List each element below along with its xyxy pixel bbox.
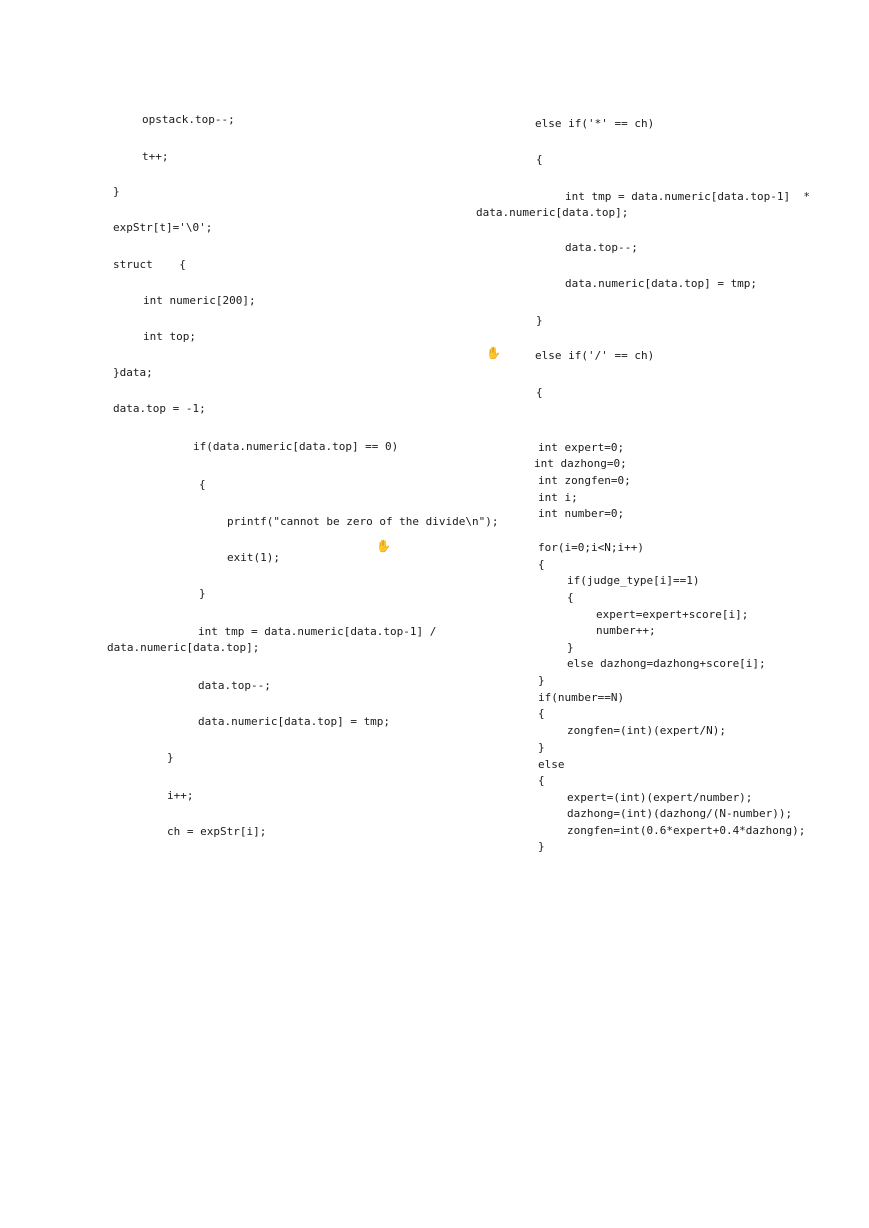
right-code-line: zongfen=int(0.6*expert+0.4*dazhong); <box>567 824 806 837</box>
right-code-line: { <box>567 591 574 604</box>
right-code-line: { <box>538 707 545 720</box>
right-code-line: data.numeric[data.top]; <box>476 206 629 219</box>
left-code-line: data.numeric[data.top] = tmp; <box>198 715 391 728</box>
right-code-line: number++; <box>596 624 656 637</box>
right-code-line: } <box>538 674 545 687</box>
hand-cursor-icon: ✋ <box>376 539 391 553</box>
right-code-line: int zongfen=0; <box>538 474 631 487</box>
right-code-line: int dazhong=0; <box>534 457 627 470</box>
right-code-line: for(i=0;i<N;i++) <box>538 541 644 554</box>
left-code-line: } <box>113 185 120 198</box>
left-code-line: } <box>167 751 174 764</box>
right-code-line: if(number==N) <box>538 691 625 704</box>
right-code-line: { <box>536 386 543 399</box>
right-code-line: expert=expert+score[i]; <box>596 608 749 621</box>
left-code-line: if(data.numeric[data.top] == 0) <box>193 440 399 453</box>
right-code-line: int number=0; <box>538 507 625 520</box>
left-code-line: int top; <box>143 330 196 343</box>
right-code-line: } <box>567 641 574 654</box>
right-code-line: if(judge_type[i]==1) <box>567 574 700 587</box>
left-code-line: data.top--; <box>198 679 271 692</box>
left-code-line: exit(1); <box>227 551 280 564</box>
right-code-line: expert=(int)(expert/number); <box>567 791 753 804</box>
right-code-line: } <box>536 314 543 327</box>
left-code-line: int tmp = data.numeric[data.top-1] / <box>198 625 437 638</box>
right-code-line: int tmp = data.numeric[data.top-1] * <box>565 190 811 203</box>
left-code-line: expStr[t]='\0'; <box>113 221 213 234</box>
right-code-line: data.top--; <box>565 241 638 254</box>
left-code-line: i++; <box>167 789 194 802</box>
left-code-line: }data; <box>113 366 153 379</box>
right-code-line: else <box>538 758 565 771</box>
left-code-line: struct { <box>113 258 186 271</box>
left-code-line: } <box>199 587 206 600</box>
left-code-line: opstack.top--; <box>142 113 235 126</box>
right-code-line: int expert=0; <box>538 441 625 454</box>
hand-cursor-icon: ✋ <box>486 346 501 360</box>
left-code-line: data.top = -1; <box>113 402 206 415</box>
right-code-line: dazhong=(int)(dazhong/(N-number)); <box>567 807 793 820</box>
left-code-line: ch = expStr[i]; <box>167 825 267 838</box>
right-code-line: else if('*' == ch) <box>535 117 655 130</box>
right-code-line: { <box>536 153 543 166</box>
right-code-line: int i; <box>538 491 578 504</box>
left-code-line: data.numeric[data.top]; <box>107 641 260 654</box>
left-code-line: { <box>199 478 206 491</box>
right-code-line: else dazhong=dazhong+score[i]; <box>567 657 766 670</box>
right-code-line: data.numeric[data.top] = tmp; <box>565 277 758 290</box>
left-code-line: int numeric[200]; <box>143 294 256 307</box>
right-code-line: { <box>538 558 545 571</box>
right-code-line: else if('/' == ch) <box>535 349 655 362</box>
right-code-line: zongfen=(int)(expert/N); <box>567 724 726 737</box>
left-code-line: t++; <box>142 150 169 163</box>
left-code-line: printf("cannot be zero of the divide\n"); <box>227 515 499 528</box>
right-code-line: { <box>538 774 545 787</box>
right-code-line: } <box>538 840 545 853</box>
right-code-line: } <box>538 741 545 754</box>
